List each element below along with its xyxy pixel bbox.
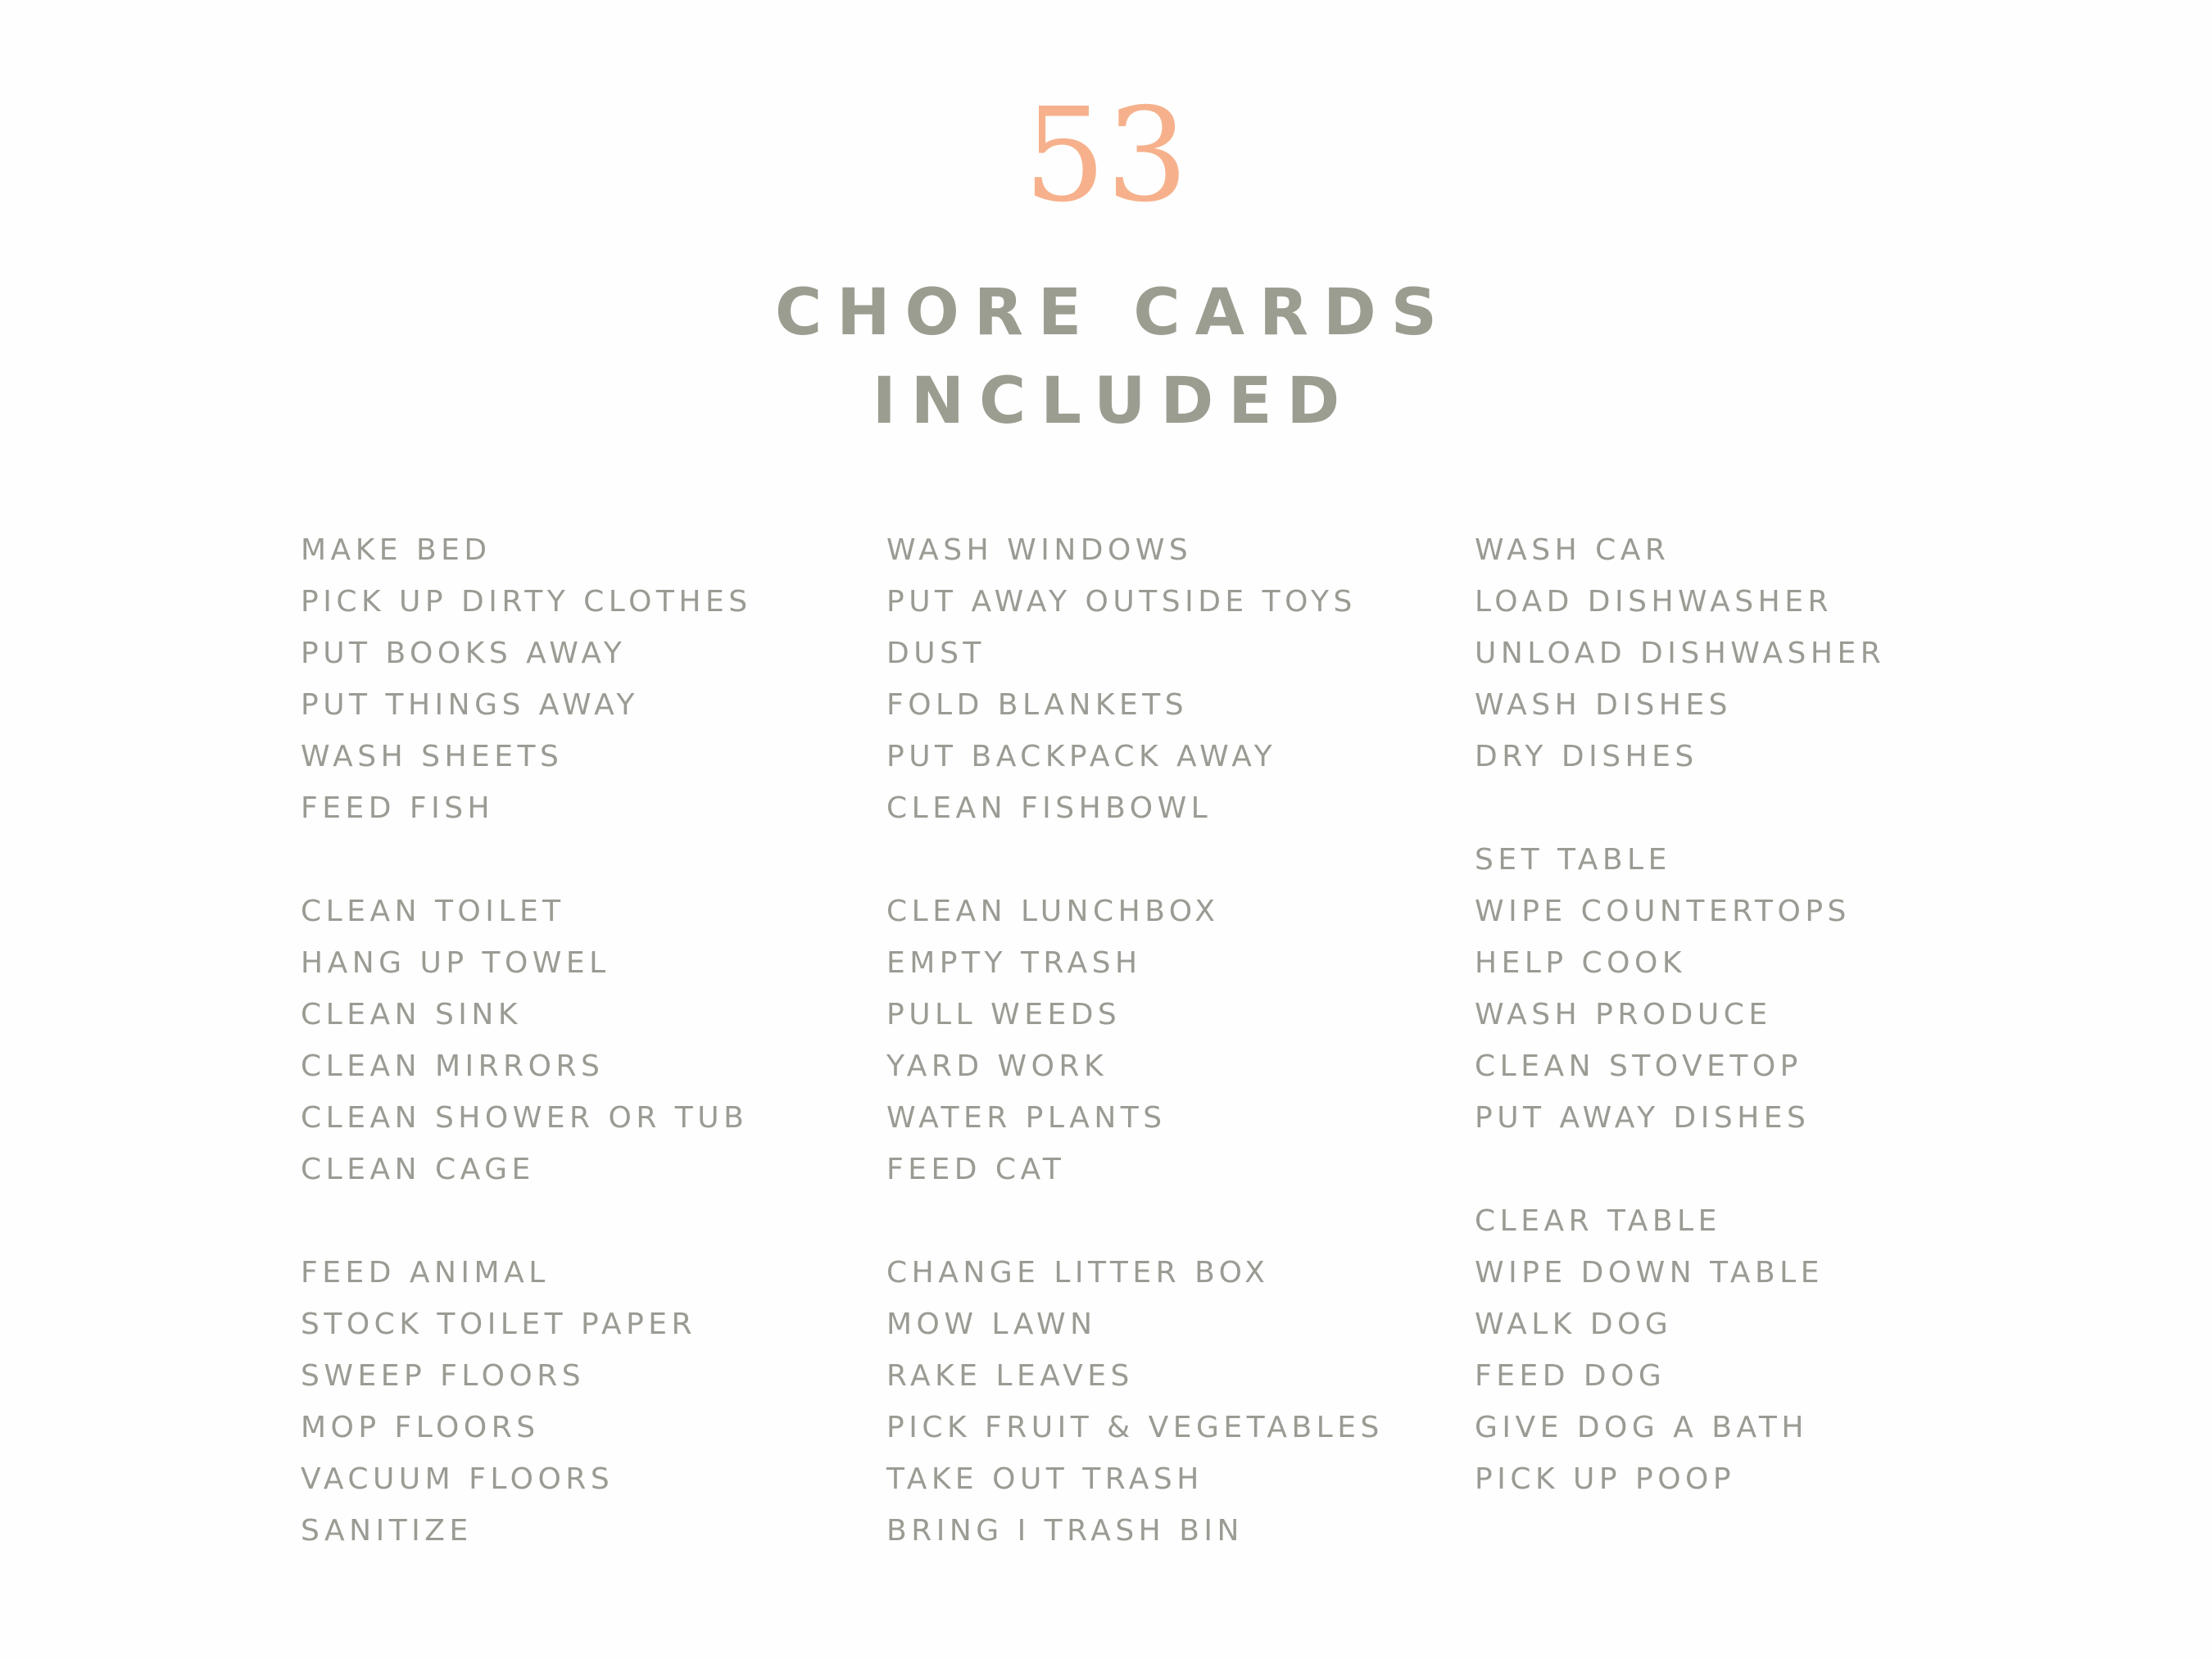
chore-column-1 <box>301 524 752 1557</box>
group-spacer <box>886 834 1384 886</box>
chore-item: CLEAN FISHBOWL <box>886 791 1213 825</box>
chore-item: GIVE DOG A BATH <box>1475 1411 1808 1444</box>
chore-item: FEED FISH <box>301 791 495 825</box>
chore-item: SET TABLE <box>1475 843 1671 877</box>
chore-item: WASH DISHES <box>1475 688 1732 722</box>
group-spacer <box>301 834 752 886</box>
chore-item: CLEAR TABLE <box>1475 1204 1721 1238</box>
chore-item: RAKE LEAVES <box>886 1359 1134 1393</box>
chore-item: PUT AWAY DISHES <box>1475 1101 1811 1135</box>
chore-item: PULL WEEDS <box>886 998 1122 1031</box>
chore-item: MOW LAWN <box>886 1308 1097 1341</box>
chore-item: HELP COOK <box>1475 946 1686 980</box>
chore-item: MOP FLOORS <box>301 1411 540 1444</box>
chore-item: FEED CAT <box>886 1153 1066 1186</box>
chore-item: WALK DOG <box>1475 1308 1673 1341</box>
chore-item: WATER PLANTS <box>886 1101 1167 1135</box>
chore-column-3 <box>1475 524 1885 1505</box>
chore-item: CHANGE LITTER BOX <box>886 1256 1270 1290</box>
chore-item: STOCK TOILET PAPER <box>301 1308 697 1341</box>
chore-item: CLEAN TOILET <box>301 895 565 928</box>
chore-item: BRING I TRASH BIN <box>886 1514 1244 1548</box>
title-line-2: INCLUDED <box>872 365 1355 438</box>
chore-item: CLEAN LUNCHBOX <box>886 895 1220 928</box>
chore-item: WIPE COUNTERTOPS <box>1475 895 1851 928</box>
chore-item: SANITIZE <box>301 1514 473 1548</box>
chore-item: CLEAN CAGE <box>301 1153 535 1186</box>
page-title <box>0 269 2212 446</box>
chore-item: PUT AWAY OUTSIDE TOYS <box>886 585 1357 619</box>
chore-item: DUST <box>886 637 986 670</box>
chore-item: UNLOAD DISHWASHER <box>1475 637 1886 670</box>
chore-item: TAKE OUT TRASH <box>886 1462 1203 1496</box>
chore-item: FEED DOG <box>1475 1359 1666 1393</box>
chore-item: SWEEP FLOORS <box>301 1359 586 1393</box>
chore-column-2 <box>886 524 1384 1557</box>
chore-item: PICK UP POOP <box>1475 1462 1736 1496</box>
chore-item: DRY DISHES <box>1475 740 1698 773</box>
chore-item: CLEAN SHOWER OR TUB <box>301 1101 749 1135</box>
group-spacer <box>886 1195 1384 1247</box>
chore-item: HANG UP TOWEL <box>301 946 610 980</box>
chore-item: CLEAN SINK <box>301 998 522 1031</box>
title-line-1: CHORE CARDS <box>775 276 1452 350</box>
chore-item: MAKE BED <box>301 533 492 567</box>
chore-item: PICK UP DIRTY CLOTHES <box>301 585 752 619</box>
group-spacer <box>1475 782 1885 834</box>
chore-item: CLEAN STOVETOP <box>1475 1049 1802 1083</box>
chore-item: PICK FRUIT & VEGETABLES <box>886 1411 1384 1444</box>
chore-item: LOAD DISHWASHER <box>1475 585 1833 619</box>
chore-item: PUT BACKPACK AWAY <box>886 740 1277 773</box>
group-spacer <box>1475 1144 1885 1195</box>
chore-item: PUT THINGS AWAY <box>301 688 639 722</box>
chore-item: WASH CAR <box>1475 533 1670 567</box>
card-count: 53 <box>1023 80 1189 231</box>
chore-item: FEED ANIMAL <box>301 1256 550 1290</box>
chore-item: YARD WORK <box>886 1049 1108 1083</box>
chore-item: WASH WINDOWS <box>886 533 1193 567</box>
chore-item: CLEAN MIRRORS <box>301 1049 605 1083</box>
group-spacer <box>301 1195 752 1247</box>
chore-item: EMPTY TRASH <box>886 946 1142 980</box>
chore-item: PUT BOOKS AWAY <box>301 637 627 670</box>
chore-item: WASH SHEETS <box>301 740 564 773</box>
chore-item: VACUUM FLOORS <box>301 1462 614 1496</box>
chore-item: FOLD BLANKETS <box>886 688 1189 722</box>
chore-item: WIPE DOWN TABLE <box>1475 1256 1824 1290</box>
chore-item: WASH PRODUCE <box>1475 998 1772 1031</box>
